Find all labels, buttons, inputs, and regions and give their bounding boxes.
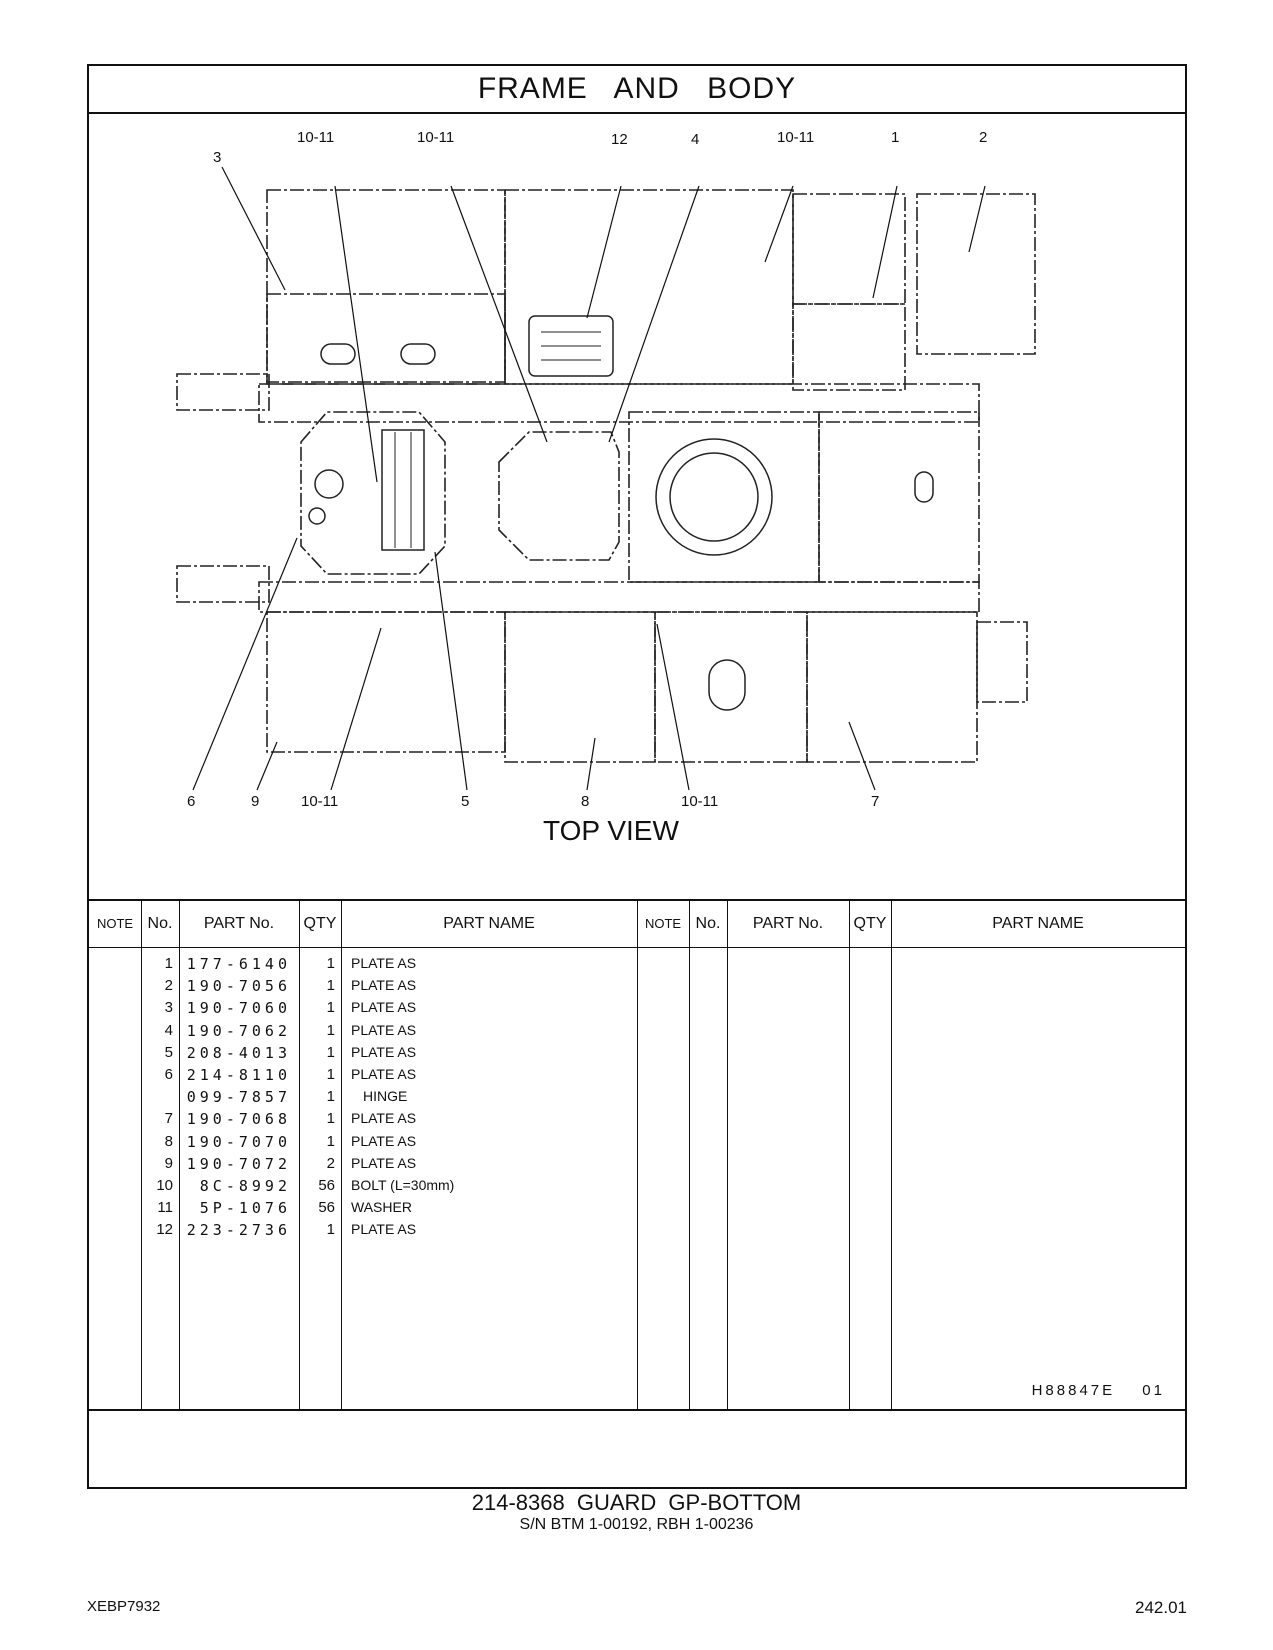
parts-drawing: [89, 112, 1185, 906]
item-number: 12: [156, 1221, 173, 1239]
part-number: 190-7060: [186, 999, 291, 1018]
slot-rear: [915, 472, 933, 502]
part-name: PLATE AS: [351, 1154, 417, 1171]
item-number: 10: [156, 1177, 173, 1194]
quantity: 1: [326, 1132, 335, 1150]
quantity: 1: [326, 1043, 335, 1061]
callout-label: 10-11: [417, 129, 455, 146]
center-octagon-plate: [499, 432, 619, 560]
lower-left-panel: [267, 612, 505, 752]
group-title: 214-8368 GUARD GP-BOTTOM: [471, 1490, 802, 1515]
header-note-right: NOTE: [644, 916, 682, 931]
item-number: 1: [164, 955, 173, 972]
round-cover-large: [315, 470, 343, 498]
lower-mid-panel: [505, 612, 655, 762]
swing-bearing-outer: [656, 439, 772, 555]
header-part-name-right: PART NAME: [992, 915, 1084, 932]
leader-9: [257, 742, 277, 790]
quantity: 1: [326, 977, 335, 995]
part-number: 099-7857: [186, 1088, 291, 1107]
leader-7: [849, 722, 875, 790]
part-name: PLATE AS: [351, 1043, 417, 1060]
leader-12: [587, 186, 621, 318]
parts-sheet-frame: [87, 64, 1187, 1489]
callout-label: 8: [581, 793, 590, 810]
quantity: 1: [326, 955, 335, 972]
quantity: 1: [326, 999, 335, 1017]
header-qty-left: QTY: [303, 915, 337, 932]
page-number: 242.01: [1135, 1598, 1187, 1617]
quantity: 1: [326, 1021, 335, 1039]
callouts-top: [213, 129, 987, 166]
upper-right-panel-b: [793, 304, 905, 390]
parts-table: [89, 899, 1185, 1411]
part-name: PLATE AS: [351, 1066, 417, 1082]
part-name: HINGE: [363, 1088, 408, 1105]
leader-2: [969, 186, 985, 252]
column-divider: [891, 901, 892, 1409]
louver-grille: [382, 430, 424, 550]
part-number: 5P-1076: [199, 1199, 291, 1218]
page-title: FRAME AND BODY: [477, 72, 797, 105]
column-divider: [849, 901, 850, 1409]
part-name: PLATE AS: [351, 1021, 417, 1038]
quantity: 1: [326, 1066, 335, 1083]
callout-label: 4: [691, 131, 700, 148]
callout-label: 6: [187, 793, 196, 810]
part-name: WASHER: [351, 1199, 412, 1216]
upper-mid-panel: [505, 190, 793, 384]
quantity: 1: [326, 1110, 335, 1128]
leader-10-11-e: [657, 624, 689, 790]
leader-10-11-d: [331, 628, 381, 790]
callout-label: 9: [251, 793, 260, 810]
lower-mid-right-panel: [655, 612, 807, 762]
header-no-left: No.: [147, 915, 173, 932]
header-no-right: No.: [695, 915, 721, 932]
part-number: 190-7072: [186, 1154, 291, 1173]
callout-label: 7: [871, 793, 880, 810]
part-name: PLATE AS: [351, 977, 417, 994]
part-name: PLATE AS: [351, 999, 417, 1016]
part-number: 190-7062: [186, 1021, 291, 1040]
column-divider: [637, 901, 638, 1409]
part-name: PLATE AS: [351, 955, 417, 971]
header-part-no-right: PART No.: [752, 915, 824, 932]
front-tow-lug-lower: [177, 566, 269, 602]
oval-access-hole: [709, 660, 745, 710]
upper-right-panel-a: [793, 194, 905, 304]
round-cover-small: [309, 508, 325, 524]
callouts-bottom: [187, 793, 879, 810]
callout-label: 5: [461, 793, 470, 810]
slot-left: [321, 344, 355, 364]
leader-3: [222, 167, 285, 290]
item-number: 4: [164, 1021, 173, 1039]
callout-label: 10-11: [301, 793, 339, 810]
item-number: 7: [164, 1110, 173, 1128]
lower-right-panel: [807, 612, 977, 762]
leader-5: [435, 552, 467, 790]
column-divider: [689, 901, 690, 1409]
leader-1: [873, 186, 897, 298]
part-number: 190-7070: [186, 1132, 291, 1151]
title-band: [89, 66, 1185, 114]
header-note-left: NOTE: [96, 916, 134, 931]
part-name: PLATE AS: [351, 1132, 417, 1149]
item-number: 8: [164, 1132, 173, 1150]
upper-left-panel: [267, 190, 505, 384]
leader-10-11-c: [765, 186, 793, 262]
quantity: 56: [318, 1177, 335, 1194]
quantity: 56: [318, 1199, 335, 1217]
item-number: 2: [164, 977, 173, 995]
part-number: 223-2736: [186, 1221, 291, 1240]
callout-label: 12: [611, 131, 628, 148]
view-label: TOP VIEW: [543, 815, 679, 846]
part-number: 8C-8992: [199, 1177, 291, 1195]
part-name: BOLT (L=30mm): [351, 1177, 455, 1193]
quantity: 1: [326, 1088, 335, 1106]
front-tow-lug-upper: [177, 374, 269, 410]
item-number: 6: [164, 1066, 173, 1083]
leader-10-11-b: [451, 186, 547, 442]
top-view-illustration: [89, 112, 1185, 906]
part-number: 177-6140: [186, 955, 291, 973]
column-divider: [341, 901, 342, 1409]
upper-left-lower-panel: [267, 294, 505, 382]
frame-rail-lower: [259, 582, 979, 612]
item-number: 9: [164, 1154, 173, 1172]
callout-label: 10-11: [297, 129, 335, 146]
callout-label: 10-11: [681, 793, 719, 810]
callout-label: 10-11: [777, 129, 815, 146]
item-number: 11: [157, 1199, 173, 1217]
header-qty-right: QTY: [853, 915, 887, 932]
leader-10-11-a: [335, 186, 377, 482]
part-name: PLATE AS: [351, 1221, 417, 1238]
swing-bearing-panel: [629, 412, 819, 582]
callout-label: 3: [213, 149, 222, 166]
callout-label: 1: [891, 129, 900, 146]
publication-number: XEBP7932: [87, 1598, 161, 1615]
item-number: 3: [164, 999, 173, 1017]
header-part-name-left: PART NAME: [443, 915, 535, 932]
part-number: 190-7068: [186, 1110, 291, 1129]
header-part-no-left: PART No.: [203, 915, 275, 932]
swing-bearing-inner: [670, 453, 758, 541]
rear-right-panel: [819, 412, 979, 582]
slot-right: [401, 344, 435, 364]
leader-4: [609, 186, 699, 442]
upper-far-right-panel: [917, 194, 1035, 354]
serial-numbers: S/N BTM 1-00192, RBH 1-00236: [519, 1516, 754, 1533]
item-number: 5: [164, 1043, 173, 1061]
part-number: 208-4013: [186, 1043, 291, 1062]
column-divider: [727, 901, 728, 1409]
part-number: 214-8110: [186, 1066, 291, 1084]
quantity: 2: [326, 1154, 335, 1172]
callout-label: 2: [979, 129, 988, 146]
leader-8: [587, 738, 595, 790]
drawing-code: H88847E 01: [1031, 1382, 1165, 1399]
part-name: PLATE AS: [351, 1110, 417, 1127]
rear-guard-bracket: [977, 622, 1027, 702]
quantity: 1: [326, 1221, 335, 1239]
part-number: 190-7056: [186, 977, 291, 996]
